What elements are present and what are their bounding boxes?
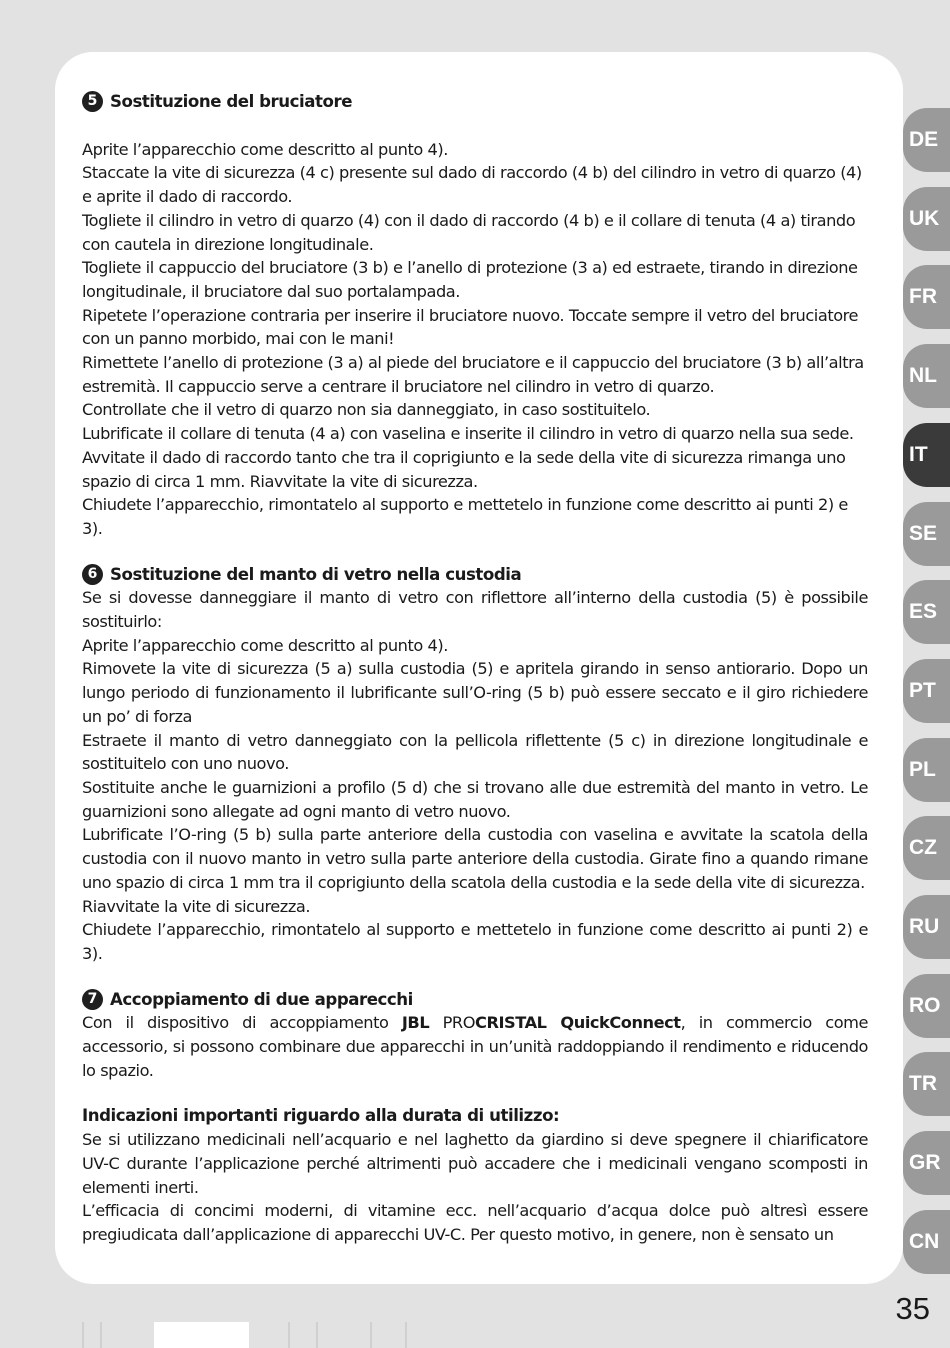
sec6-paragraph: Rimovete la vite di sicurezza (5 a) sulla custodia (5) e apritela girando in senso antiorario. Dopo un lungo periodo di funzionamento il lubrificante sull’O-ring (5 b) può essere seccato e il giro richiedere un po’ di forza: [82, 659, 868, 726]
language-tab-ro[interactable]: RO: [903, 974, 950, 1038]
section-6-number-badge: 6: [82, 564, 103, 585]
sec5-paragraph: Togliete il cappuccio del bruciatore (3 b) e l’anello di protezione (3 a) ed estraete, tirando in direzione longitudinale, il bruciatore dal suo portalampada.: [82, 258, 858, 301]
section-5-title: Sostituzione del bruciatore: [110, 92, 352, 111]
language-tab-gr[interactable]: GR: [903, 1131, 950, 1195]
sec5-paragraph: Lubrificate il collare di tenuta (4 a) con vaselina e inserite il cilindro in vetro di quarzo nella sua sede.: [82, 424, 854, 444]
notes-paragraph: L’efficacia di concimi moderni, di vitamine ecc. nell’acquario d’acqua dolce può altresì essere pregiudicata dall’applicazione di apparecchi UV-C. Per questo motivo, in genere, non è sensato un: [82, 1201, 868, 1244]
language-tab-it[interactable]: IT: [903, 423, 950, 487]
sec5-paragraph: Togliete il cilindro in vetro di quarzo (4) con il dado di raccordo (4 b) e il collare di tenuta (4 a) tirando con cautela in direzione longitudinale.: [82, 210, 856, 254]
sec5-paragraph: Chiudete l’apparecchio, rimontatelo al supporto e mettetelo in funzione come descritto ai punti 2) e 3).: [82, 495, 848, 538]
sec6-paragraph: Chiudete l’apparecchio, rimontatelo al supporto e mettetelo in funzione come descritto ai punti 2) e 3).: [82, 920, 868, 963]
language-tab-ru[interactable]: RU: [903, 895, 950, 959]
section-7-number-badge: 7: [82, 989, 103, 1010]
language-tab-cz[interactable]: CZ: [903, 816, 950, 880]
section-5-heading: [82, 90, 868, 114]
sec5-paragraph: Aprite l’apparecchio come descritto al punto 4).: [82, 139, 448, 159]
notes-title: Indicazioni importanti riguardo alla durata di utilizzo:: [82, 1106, 560, 1126]
sec6-paragraph: Aprite l’apparecchio come descritto al punto 4).: [82, 635, 448, 655]
manual-content: [82, 90, 868, 1247]
sec5-paragraph: Ripetete l’operazione contraria per inserire il bruciatore nuovo. Toccate sempre il vetro del bruciatore con un panno morbido, mai con le mani!: [82, 305, 859, 349]
language-tab-es[interactable]: ES: [903, 580, 950, 644]
language-tab-cn[interactable]: CN: [903, 1210, 950, 1274]
language-tab-uk[interactable]: UK: [903, 187, 950, 251]
section-5-number-badge: 5: [82, 91, 103, 112]
sec7-text-b: , in commercio come accessorio, si possono combinare due apparecchi in un’unità raddoppiando il rendimento e riducendo lo spazio.: [82, 1013, 868, 1080]
sec6-paragraph: Lubrificate l’O-ring (5 b) sulla parte anteriore della custodia con vaselina e avvitate la scatola della custodia con il nuovo manto in vetro sulla parte anteriore della custodia. Girate fino a quando rimane uno spazio di circa 1 mm tra il coprigiunto della scatola della custodia e la sede della vite di sicurezza.: [82, 825, 868, 892]
sec6-paragraph: Sostituite anche le guarnizioni a profilo (5 d) che si trovano alle due estremità del manto in vetro. Le guarnizioni sono allegate ad ogni manto di vetro nuovo.: [82, 777, 868, 821]
sec5-paragraph: Rimettete l’anello di protezione (3 a) al piede del bruciatore e il cappuccio del bruciatore (3 b) all’altra estremità. Il cappuccio serve a centrare il bruciatore nel cilindro in vetro di quarzo.: [82, 353, 864, 396]
language-tab-de[interactable]: DE: [903, 108, 950, 172]
sec5-paragraph: Controllate che il vetro di quarzo non sia danneggiato, in caso sostituitelo.: [82, 400, 651, 420]
footer-marks: [82, 1322, 462, 1348]
sec5-paragraph: Staccate la vite di sicurezza (4 c) presente sul dado di raccordo (4 b) del cilindro in vetro di quarzo (4) e aprite il dado di raccordo.: [82, 163, 862, 207]
sec5-paragraph: Avvitate il dado di raccordo tanto che tra il coprigiunto e la sede della vite di sicurezza rimanga uno spazio di circa 1 mm. Riavvitate la vite di sicurezza.: [82, 447, 846, 491]
section-6-heading: [82, 563, 868, 587]
sec6-paragraph: Riavvitate la vite di sicurezza.: [82, 896, 311, 916]
language-tab-pl[interactable]: PL: [903, 738, 950, 802]
sec7-paragraph: [82, 1011, 868, 1082]
brand-pro: PRO: [429, 1013, 476, 1033]
section-7-heading: [82, 988, 868, 1012]
section-6-title: Sostituzione del manto di vetro nella custodia: [110, 564, 522, 584]
language-tab-fr[interactable]: FR: [903, 265, 950, 329]
language-tab-se[interactable]: SE: [903, 502, 950, 566]
language-tab-tr[interactable]: TR: [903, 1052, 950, 1116]
language-tab-nl[interactable]: NL: [903, 344, 950, 408]
notes-paragraph: Se si utilizzano medicinali nell’acquario e nel laghetto da giardino si deve spegnere il chiarificatore UV-C durante l’applicazione perché altrimenti può accadere che i medicinali vengano scomposti in elementi inerti.: [82, 1130, 868, 1197]
brand-jbl: JBL: [401, 1013, 430, 1033]
section-7-title: Accoppiamento di due apparecchi: [110, 989, 413, 1009]
product-name: CRISTAL QuickConnect: [475, 1013, 681, 1033]
sec6-paragraph: Estraete il manto di vetro danneggiato con la pellicola riflettente (5 c) in direzione longitudinale e sostituitelo con uno nuovo.: [82, 730, 868, 774]
sec7-text-a: Con il dispositivo di accoppiamento: [82, 1013, 402, 1033]
sec6-paragraph: Se si dovesse danneggiare il manto di vetro con riflettore all’interno della custodia (5) è possibile sostituirlo:: [82, 588, 868, 632]
page-number: 35: [895, 1291, 930, 1326]
language-tab-pt[interactable]: PT: [903, 659, 950, 723]
